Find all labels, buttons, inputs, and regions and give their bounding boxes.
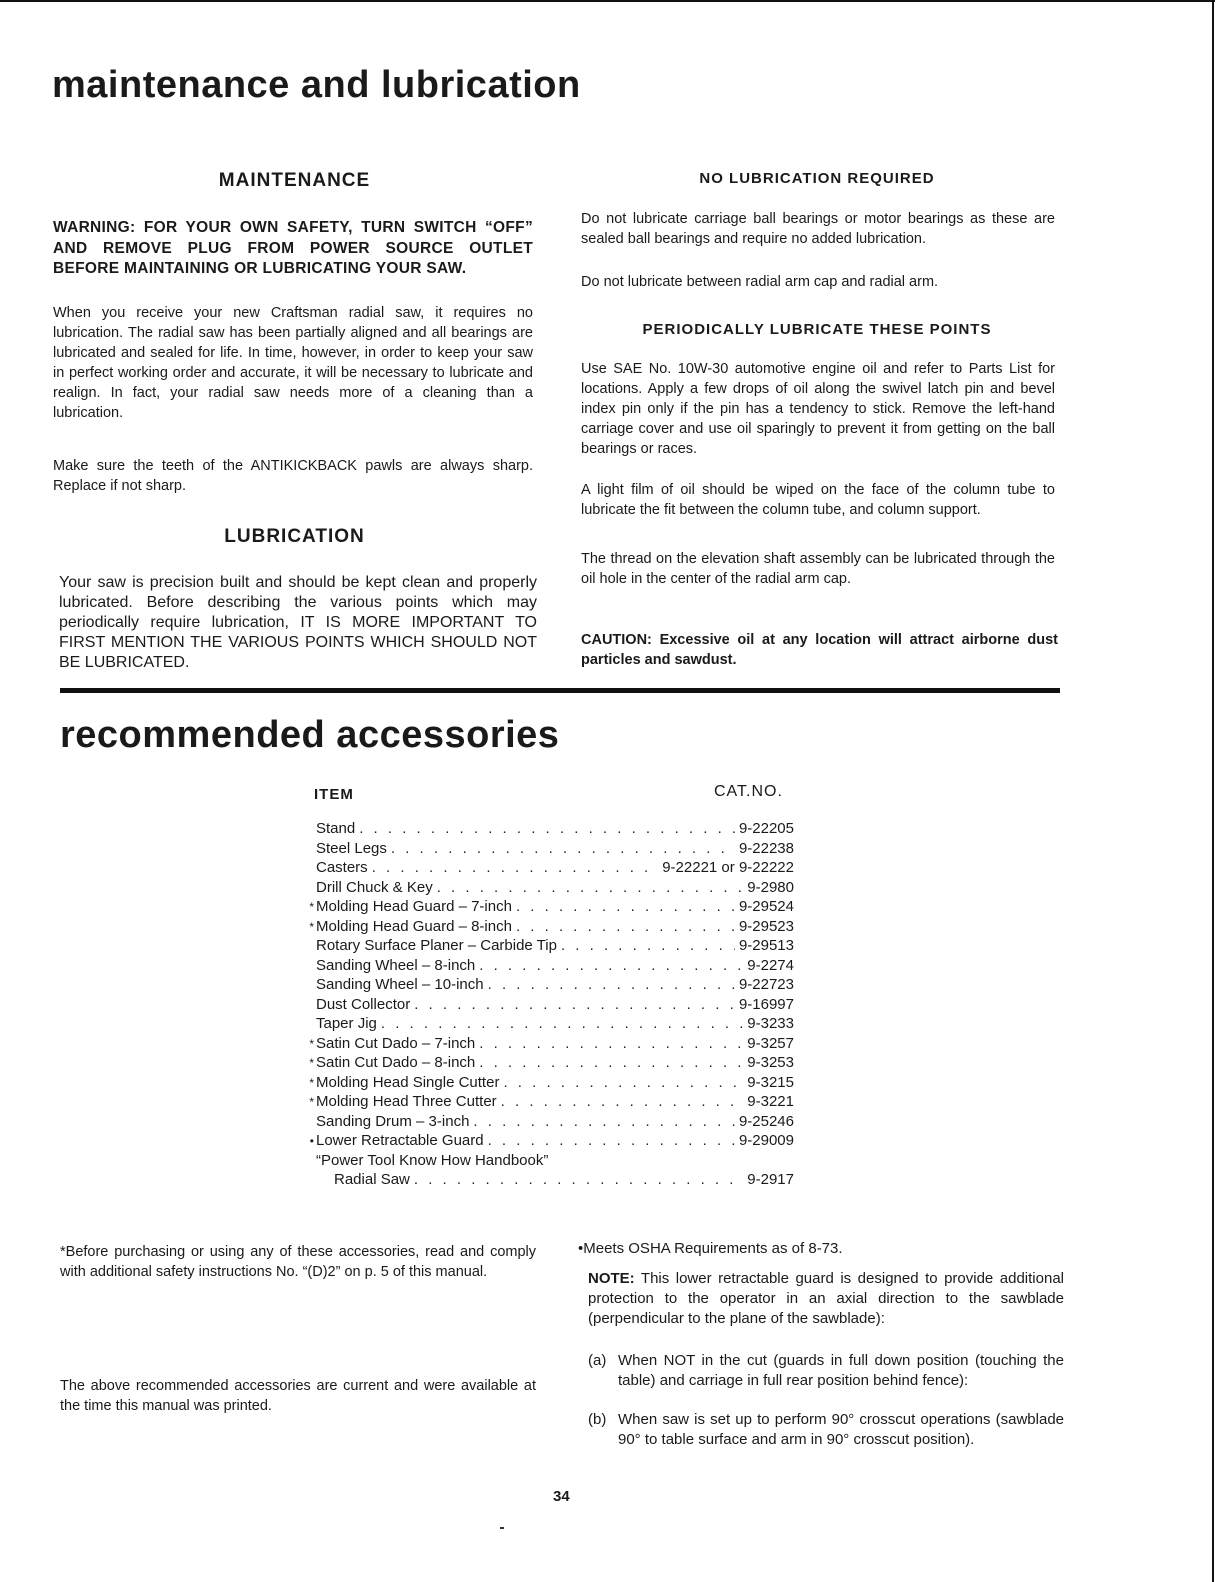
section-title-maintenance: maintenance and lubrication: [52, 64, 581, 106]
accessory-row: [304, 1171, 794, 1191]
accessory-mark: *: [309, 1056, 314, 1070]
accessory-row: [304, 1074, 794, 1094]
periodic-lubrication-heading: PERIODICALLY LUBRICATE THESE POINTS: [642, 321, 992, 338]
note-label: NOTE:: [588, 1270, 635, 1287]
no-lubrication-paragraph-1: Do not lubricate carriage ball bearings or motor bearings as these are sealed ball bearings and require no added lubrication.: [581, 211, 1055, 247]
handbook-title-row: [304, 1152, 794, 1172]
periodic-paragraph-3: The thread on the elevation shaft assembly can be lubricated through the oil hole in the center of the radial arm cap.: [581, 551, 1055, 587]
no-lubrication-paragraph-2: Do not lubricate between radial arm cap and radial arm.: [581, 274, 939, 290]
accessory-cat-no: 9-22723: [738, 976, 794, 993]
note-text: This lower retractable guard is designed to provide additional protection to the operator in an axial direction to the sawblade (perpendicular to the plane of the sawblade):: [588, 1270, 1064, 1327]
accessory-name: Sanding Drum – 3-inch: [316, 1112, 470, 1130]
accessory-mark: *: [309, 900, 314, 914]
accessory-row: [304, 1054, 794, 1074]
accessory-cat-no: 9-22221 or 9-22222: [662, 859, 794, 876]
footnote-availability: The above recommended accessories are current and were available at the time this manual was printed.: [60, 1378, 536, 1414]
accessory-name: Satin Cut Dado – 7-inch: [316, 1034, 476, 1052]
osha-note: •Meets OSHA Requirements as of 8-73.: [578, 1240, 843, 1257]
note-item-a-label: (a): [588, 1352, 607, 1369]
accessory-cat-no: 9-3253: [747, 1054, 794, 1071]
accessory-row: [304, 918, 794, 938]
accessory-name: Molding Head Guard – 7-inch: [316, 898, 512, 915]
accessory-row: [304, 996, 794, 1016]
accessory-name: Sanding Wheel – 10-inch: [316, 976, 484, 993]
dot-leader: [372, 859, 659, 876]
accessory-row: [304, 1113, 794, 1133]
accessory-cat-no: 9-29524: [738, 898, 794, 915]
right-border-rule: [1212, 0, 1214, 1582]
accessory-name: Rotary Surface Planer – Carbide Tip: [316, 937, 557, 954]
dot-leader: [488, 976, 735, 993]
accessory-name: Satin Cut Dado – 8-inch: [316, 1054, 476, 1071]
accessory-cat-no: 9-3215: [747, 1073, 794, 1091]
column-header-item: ITEM: [314, 786, 354, 803]
accessory-row: [304, 898, 794, 918]
accessory-name: Lower Retractable Guard: [316, 1132, 484, 1149]
footnote-safety: *Before purchasing or using any of these accessories, read and comply with additional safety instructions No. “(D)2” on p. 5 of this manual.: [60, 1244, 536, 1280]
accessory-name: Taper Jig: [316, 1015, 377, 1032]
accessory-name: Dust Collector: [316, 995, 411, 1013]
accessory-cat-no: 9-22238: [738, 839, 794, 857]
note-item-a: [588, 1351, 1064, 1391]
caution-text: CAUTION: Excessive oil at any location will attract airborne dust particles and sawdust.: [581, 632, 1058, 668]
accessory-name: Stand: [316, 820, 356, 837]
accessory-mark: •: [309, 1134, 314, 1148]
accessory-name: Casters: [316, 859, 368, 876]
accessory-name: Molding Head Three Cutter: [316, 1093, 497, 1110]
warning-text: WARNING: FOR YOUR OWN SAFETY, TURN SWITCH “OFF” AND REMOVE PLUG FROM POWER SOURCE OUTLET BEFORE MAINTAINING OR LUBRICATING YOUR SAW.: [53, 219, 533, 277]
dot-leader: [516, 898, 735, 915]
section-title-accessories: recommended accessories: [60, 714, 560, 756]
section-divider-rule: [60, 688, 1060, 693]
accessory-row: [304, 1132, 794, 1152]
accessory-cat-no: 9-3233: [747, 1015, 794, 1032]
top-border-rule: [0, 0, 1215, 2]
accessory-row: [304, 1093, 794, 1113]
dot-leader: [479, 1054, 743, 1071]
accessory-name: Molding Head Single Cutter: [316, 1073, 500, 1091]
note-item-a-text: When NOT in the cut (guards in full down position (touching the table) and carriage in full rear position behind fence):: [618, 1352, 1064, 1389]
dot-leader: [479, 957, 743, 974]
dot-leader: [414, 996, 735, 1013]
dot-leader: [391, 840, 735, 857]
accessory-row: [304, 1015, 794, 1035]
accessory-row: [304, 1035, 794, 1055]
lubrication-paragraph: Your saw is precision built and should be kept clean and properly lubricated. Before describing the various points which may periodically require lubrication, IT IS MORE IMPORTANT TO FIRST MENTION THE VARIOUS POINTS WHICH SHOULD NOT BE LUBRICATED.: [59, 574, 537, 671]
accessory-row: [304, 859, 794, 879]
accessory-mark: *: [309, 1095, 314, 1109]
accessory-mark: *: [309, 919, 314, 934]
accessory-cat-no: 9-2917: [747, 1171, 794, 1188]
periodic-paragraph-2: A light film of oil should be wiped on the face of the column tube to lubricate the fit between the column tube, and column support.: [581, 482, 1055, 518]
dot-leader: [437, 879, 744, 896]
scan-speck: [500, 1527, 504, 1529]
accessory-cat-no: 9-29513: [738, 937, 794, 954]
accessory-name: Steel Legs: [316, 839, 387, 857]
accessory-row: [304, 976, 794, 996]
dot-leader: [479, 1035, 743, 1052]
maintenance-paragraph-1: When you receive your new Craftsman radial saw, it requires no lubrication. The radial saw has been partially aligned and all bearings are lubricated and sealed for life. In time, however, in order to keep your saw in perfect working order and accurate, it will be necessary to lubricate and realign. In fact, your radial saw needs more of a cleaning than a lubrication.: [53, 305, 533, 421]
dot-leader: [503, 1074, 743, 1091]
accessory-mark: *: [309, 1075, 314, 1090]
accessory-cat-no: 9-3221: [747, 1093, 794, 1110]
accessory-row: [304, 957, 794, 977]
dot-leader: [381, 1015, 743, 1032]
accessory-cat-no: 9-25246: [738, 1112, 794, 1130]
maintenance-paragraph-2: Make sure the teeth of the ANTIKICKBACK pawls are always sharp. Replace if not sharp.: [53, 458, 533, 494]
accessory-row: [304, 937, 794, 957]
lubrication-heading: LUBRICATION: [224, 526, 365, 547]
handbook-title: “Power Tool Know How Handbook”: [316, 1151, 549, 1169]
accessory-row: [304, 820, 794, 840]
accessory-cat-no: 9-3257: [747, 1034, 794, 1052]
note-item-b-text: When saw is set up to perform 90° crosscut operations (sawblade 90° to table surface and arm in 90° crosscut position).: [618, 1411, 1064, 1448]
dot-leader: [488, 1132, 735, 1149]
dot-leader: [501, 1093, 744, 1110]
accessory-name: Sanding Wheel – 8-inch: [316, 956, 476, 974]
accessory-row: [304, 879, 794, 899]
accessory-row: [304, 840, 794, 860]
accessory-cat-no: 9-16997: [738, 995, 794, 1013]
accessory-mark: *: [309, 1036, 314, 1051]
accessory-name: Molding Head Guard – 8-inch: [316, 917, 512, 935]
dot-leader: [473, 1113, 735, 1130]
accessory-name: Radial Saw: [334, 1171, 410, 1188]
column-header-cat-no: CAT.NO.: [714, 783, 783, 800]
no-lubrication-heading: NO LUBRICATION REQUIRED: [699, 170, 935, 187]
dot-leader: [561, 937, 735, 954]
periodic-paragraph-1: Use SAE No. 10W-30 automotive engine oil and refer to Parts List for locations. Apply a few drops of oil along the swivel latch pin and bevel index pin only if the pin has a tendency to stick. Remove the left-hand carriage cover and use oil sparingly to prevent it from getting on the ball bearings or races.: [581, 361, 1055, 457]
note-item-b-label: (b): [588, 1411, 607, 1428]
accessories-list: [304, 820, 794, 1191]
accessory-cat-no: 9-22205: [738, 820, 794, 837]
accessory-name: Drill Chuck & Key: [316, 878, 433, 896]
accessory-cat-no: 9-29523: [738, 917, 794, 935]
accessory-cat-no: 9-2274: [747, 956, 794, 974]
accessory-cat-no: 9-2980: [747, 878, 794, 896]
dot-leader: [414, 1171, 743, 1188]
note-item-b: [588, 1410, 1064, 1450]
note-paragraph: [588, 1269, 1064, 1329]
page-number: 34: [553, 1488, 570, 1505]
maintenance-heading: MAINTENANCE: [218, 170, 371, 191]
dot-leader: [516, 918, 735, 935]
accessory-cat-no: 9-29009: [738, 1132, 794, 1149]
dot-leader: [359, 820, 735, 837]
